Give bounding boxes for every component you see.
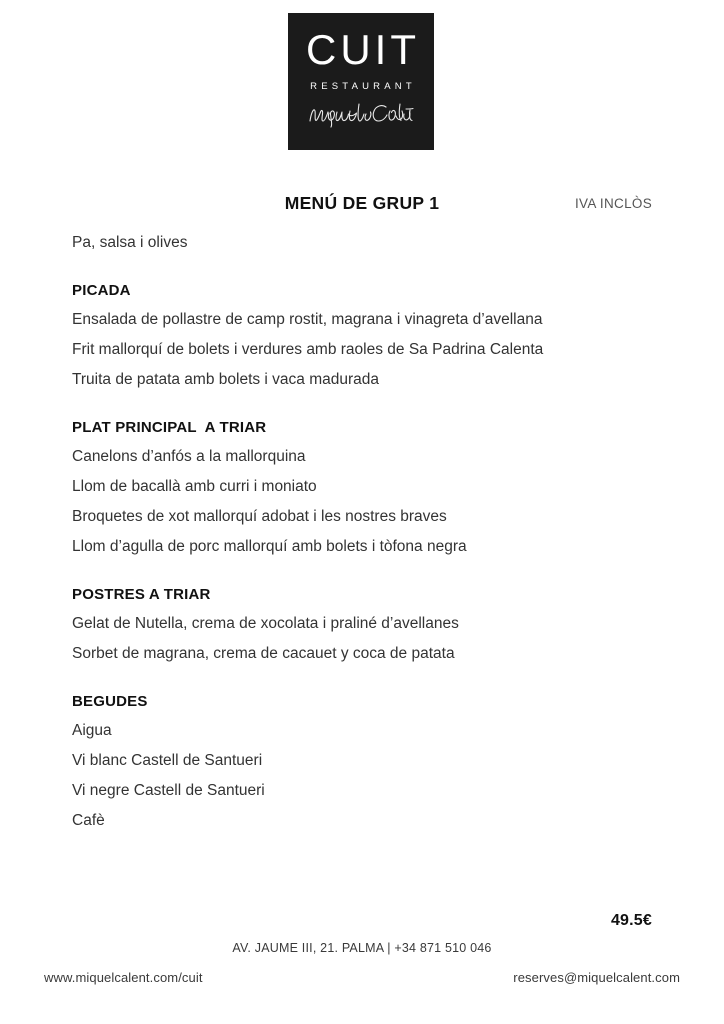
- logo-subtitle-text: RESTAURANT: [310, 81, 416, 92]
- menu-item: Llom de bacallà amb curri i moniato: [72, 477, 317, 495]
- menu-header: [0, 193, 724, 219]
- menu-item: Vi blanc Castell de Santueri: [72, 751, 263, 769]
- menu-item: Llom d’agulla de porc mallorquí amb bolets i tòfona negra: [72, 537, 467, 555]
- section-title: BEGUDES: [72, 692, 148, 710]
- menu-item: Frit mallorquí de bolets i verdures amb raoles de Sa Padrina Calenta: [72, 340, 544, 358]
- footer-email-link[interactable]: reserves@miquelcalent.com: [513, 970, 680, 985]
- logo-box: [288, 13, 434, 150]
- menu-item: Vi negre Castell de Santueri: [72, 781, 265, 799]
- section-title: PICADA: [72, 281, 131, 299]
- menu-content: [72, 233, 662, 832]
- section-title: POSTRES A TRIAR: [72, 585, 211, 603]
- menu-intro-line: Pa, salsa i olives: [72, 234, 188, 251]
- logo-brand-text: CUIT: [306, 26, 420, 73]
- tax-note: IVA INCLÒS: [574, 196, 652, 211]
- menu-item: Canelons d’anfós a la mallorquina: [72, 447, 306, 465]
- footer-website-link[interactable]: www.miquelcalent.com/cuit: [44, 970, 203, 985]
- menu-item: Truita de patata amb bolets i vaca madurada: [72, 370, 380, 388]
- menu-item: Broquetes de xot mallorquí adobat i les nostres braves: [72, 507, 447, 525]
- menu-price: 49.5€: [610, 912, 652, 929]
- menu-item: Aigua: [72, 721, 112, 739]
- menu-item: Cafè: [72, 811, 105, 829]
- menu-section-picada: [72, 282, 662, 391]
- section-title: PLAT PRINCIPAL A TRIAR: [72, 418, 267, 436]
- menu-section-plat-principal: [72, 419, 662, 558]
- menu-item: Sorbet de magrana, crema de cacauet y coca de patata: [72, 644, 455, 662]
- footer-links: [44, 970, 680, 985]
- menu-section-postres: [72, 586, 662, 665]
- brand-logo: [288, 13, 434, 150]
- menu-item: Ensalada de pollastre de camp rostit, magrana i vinagreta d’avellana: [72, 310, 543, 328]
- footer-address: AV. JAUME III, 21. PALMA | +34 871 510 046: [232, 941, 492, 955]
- page-footer: [0, 941, 724, 1001]
- menu-item: Gelat de Nutella, crema de xocolata i praliné d’avellanes: [72, 614, 459, 632]
- page-title: MENÚ DE GRUP 1: [284, 193, 440, 213]
- menu-section-begudes: [72, 693, 662, 832]
- logo-signature-icon: [307, 97, 415, 131]
